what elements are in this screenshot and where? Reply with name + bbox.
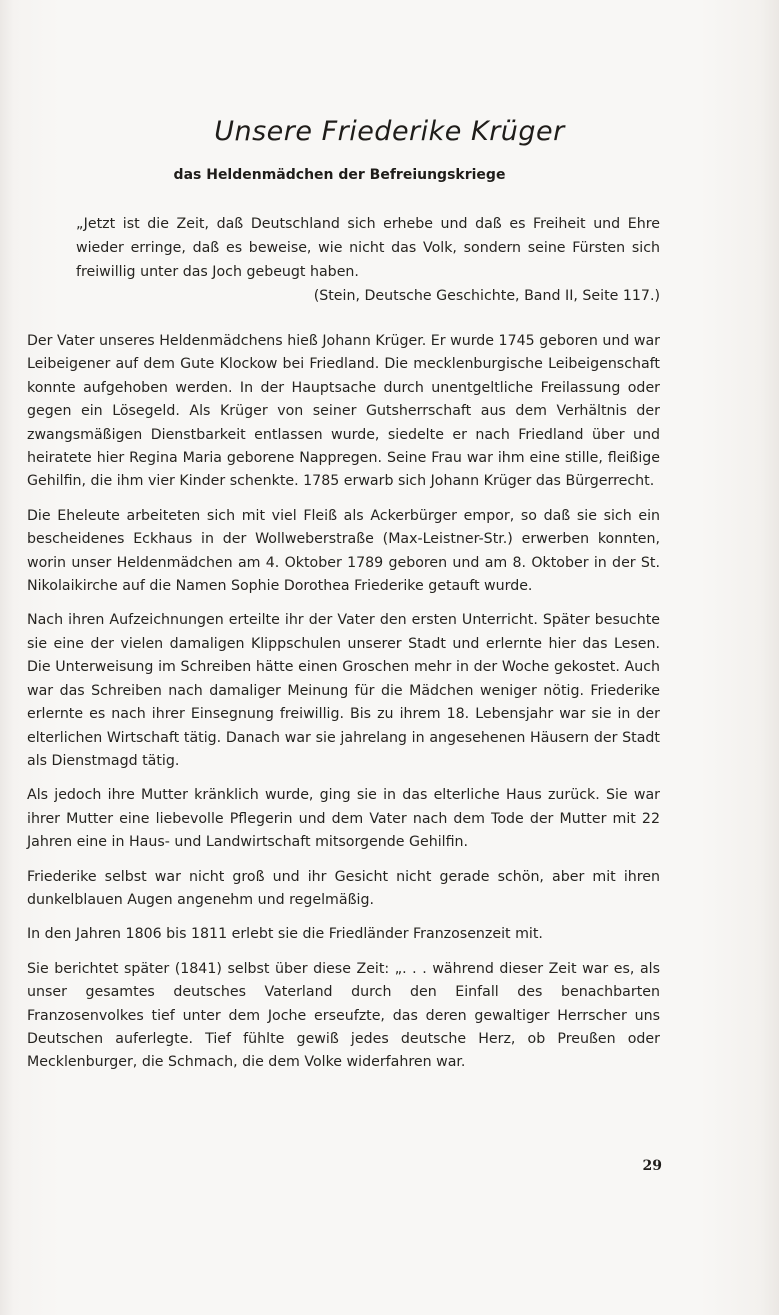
- page-subtitle: das Heldenmädchen der Befreiungskriege: [173, 167, 506, 183]
- paragraph: Friederike selbst war nicht groß und ihr Gesicht nicht gerade schön, aber mit ihren dunkelblauen Augen angenehm und regelmäßig.: [27, 868, 660, 908]
- paragraph: Als jedoch ihre Mutter kränklich wurde, ging sie in das elterliche Haus zurück. Sie war ihrer Mutter eine liebevolle Pflegerin und dem Vater nach dem Tode der Mutter mit 22 Jahren eine in Haus- und Landwirtschaft mitsorgende Gehilfin.: [27, 787, 660, 851]
- paragraph: In den Jahren 1806 bis 1811 erlebt sie die Friedländer Franzosenzeit mit.: [27, 926, 543, 943]
- paragraph: Nach ihren Aufzeichnungen erteilte ihr der Vater den ersten Unterricht. Später besuchte sie eine der vielen damaligen Klippschulen unserer Stadt und erlernte hier das Lesen. Die Unterweisung im Schreiben hätte einen Groschen mehr in der Woche gekostet. Auch war das Schreiben nach damaliger Meinung für die Mädchen weniger nötig. Friederike erlernte es nach ihrer Einsegnung freiwillig. Bis zu ihrem 18. Lebensjahr war sie in der elterlichen Wirtschaft tätig. Danach war sie jahrelang in angesehenen Häusern der Stadt als Dienstmagd tätig.: [27, 612, 660, 769]
- page-title: Unsere Friederike Krüger: [214, 116, 565, 147]
- epigraph-source: (Stein, Deutsche Geschichte, Band II, Seite 117.): [313, 288, 660, 304]
- body-text: [27, 330, 660, 1086]
- page-number: 29: [642, 1158, 662, 1174]
- paragraph: Sie berichtet später (1841) selbst über diese Zeit: „. . . während dieser Zeit war es, als unser gesamtes deutsches Vaterland durch den Einfall des benachbarten Franzosenvolkes tief unter dem Joche erseufzte, das deren gewaltiger Herrscher uns Deutschen auferlegte. Tief fühlte gewiß jedes deutsche Herz, ob Preußen oder Mecklenburger, die Schmach, die dem Volke widerfahren war.: [27, 960, 660, 1071]
- epigraph-quote: „Jetzt ist die Zeit, daß Deutschland sich erhebe und daß es Freiheit und Ehre wieder erringe, daß es beweise, wie nicht das Volk, sondern seine Fürsten sich freiwillig unter das Joch gebeugt haben.: [76, 216, 660, 280]
- paragraph: Der Vater unseres Heldenmädchens hieß Johann Krüger. Er wurde 1745 geboren und war Leibeigener auf dem Gute Klockow bei Friedland. Die mecklenburgische Leibeigenschaft konnte aufgehoben werden. In der Hauptsache durch unentgeltliche Freilassung oder gegen ein Lösegeld. Als Krüger von seiner Gutsherrschaft aus dem Verhältnis der zwangsmäßigen Dienstbarkeit entlassen wurde, siedelte er nach Friedland über und heiratete hier Regina Maria geborene Nappregen. Seine Frau war ihm eine stille, fleißige Gehilfin, die ihm vier Kinder schenkte. 1785 erwarb sich Johann Krüger das Bürgerrecht.: [27, 333, 660, 490]
- paragraph: Die Eheleute arbeiteten sich mit viel Fleiß als Ackerbürger empor, so daß sie sich ein bescheidenes Eckhaus in der Wollweberstraße (Max-Leistner-Str.) erwerben konnten, worin unser Heldenmädchen am 4. Oktober 1789 geboren und am 8. Oktober in der St. Nikolaikirche auf die Namen Sophie Dorothea Friederike getauft wurde.: [27, 507, 660, 595]
